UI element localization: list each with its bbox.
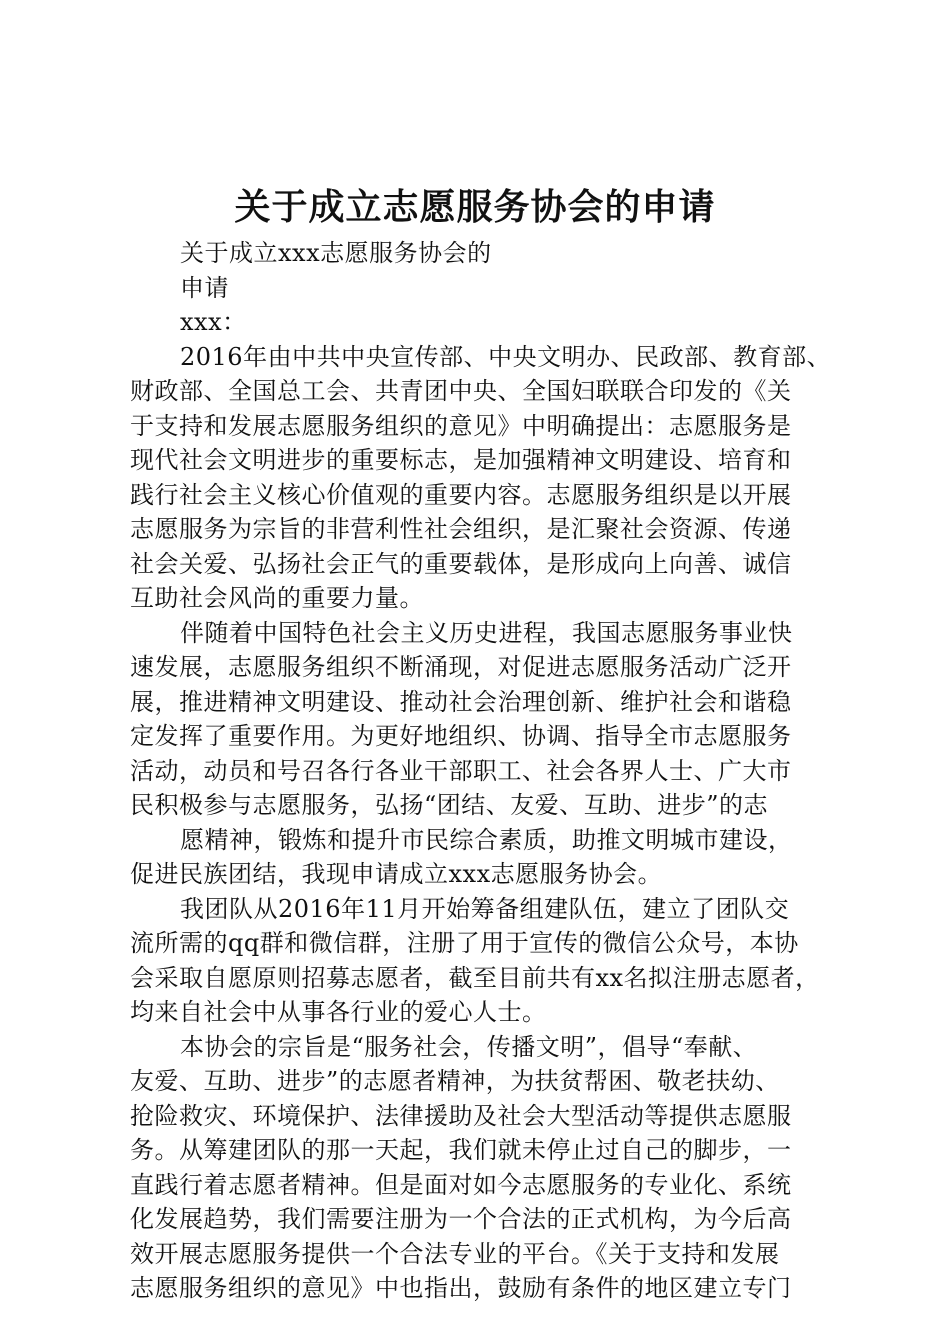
text-line: 活动，动员和号召各行各业干部职工、社会各界人士、广大市 (130, 756, 792, 785)
text-line: 友爱、互助、进步”的志愿者精神，为扶贫帮困、敬老扶幼、 (130, 1067, 780, 1095)
text-line: 会采取自愿原则招募志愿者，截至目前共有xx名拟注册志愿者， (130, 963, 820, 992)
text-line: 愿精神，锻炼和提升市民综合素质，助推文明城市建设， (180, 825, 793, 854)
text-line: 民积极参与志愿服务，弘扬“团结、友爱、互助、进步”的志 (130, 791, 769, 819)
text-line: 务。从筹建团队的那一天起，我们就未停止过自己的脚步，一 (130, 1136, 792, 1164)
text-line: xxx： (180, 308, 247, 336)
text-line: 申请 (180, 273, 229, 302)
text-line: 均来自社会中从事各行业的爱心人士。 (130, 998, 547, 1026)
text-line: 抢险救灾、环境保护、法律援助及社会大型活动等提供志愿服 (130, 1101, 792, 1130)
text-line: 志愿服务组织的意见》中也指出，鼓励有条件的地区建立专门 (130, 1274, 792, 1302)
text-line: 现代社会文明进步的重要标志，是加强精神文明建设、培育和 (130, 446, 792, 474)
text-line: 于支持和发展志愿服务组织的意见》中明确提出：志愿服务是 (130, 411, 792, 440)
document-title: 关于成立志愿服务协会的申请 (234, 186, 716, 228)
document-body (130, 236, 850, 1306)
text-line: 践行社会主义核心价值观的重要内容。志愿服务组织是以开展 (130, 480, 792, 509)
text-line: 速发展，志愿服务组织不断涌现，对促进志愿服务活动广泛开 (130, 653, 792, 681)
text-line: 互助社会风尚的重要力量。 (130, 584, 424, 612)
text-line: 志愿服务为宗旨的非营利性社会组织，是汇聚社会资源、传递 (130, 515, 792, 543)
text-line: 化发展趋势，我们需要注册为一个合法的正式机构，为今后高 (130, 1205, 792, 1233)
text-line: 财政部、全国总工会、共青团中央、全国妇联联合印发的《关 (130, 377, 792, 405)
text-line: 本协会的宗旨是“服务社会，传播文明”，倡导“奉献、 (180, 1032, 758, 1061)
text-line: 我团队从2016年11月开始筹备组建队伍，建立了团队交 (180, 894, 790, 923)
text-line: 2016年由中共中央宣传部、中央文明办、民政部、教育部、 (180, 342, 832, 371)
text-line: 定发挥了重要作用。为更好地组织、协调、指导全市志愿服务 (130, 722, 792, 750)
text-line: 直践行着志愿者精神。但是面对如今志愿服务的专业化、系统 (130, 1170, 792, 1199)
text-line: 展，推进精神文明建设、推动社会治理创新、维护社会和谐稳 (130, 687, 792, 716)
text-line: 流所需的qq群和微信群，注册了用于宣传的微信公众号，本协 (130, 929, 799, 957)
text-line: 社会关爱、弘扬社会正气的重要载体，是形成向上向善、诚信 (130, 549, 792, 578)
text-line: 伴随着中国特色社会主义历史进程，我国志愿服务事业快 (180, 618, 793, 647)
text-line: 效开展志愿服务提供一个合法专业的平台。《关于支持和发展 (130, 1239, 780, 1268)
text-line: 关于成立xxx志愿服务协会的 (180, 239, 492, 267)
text-line: 促进民族团结，我现申请成立xxx志愿服务协会。 (130, 860, 663, 888)
